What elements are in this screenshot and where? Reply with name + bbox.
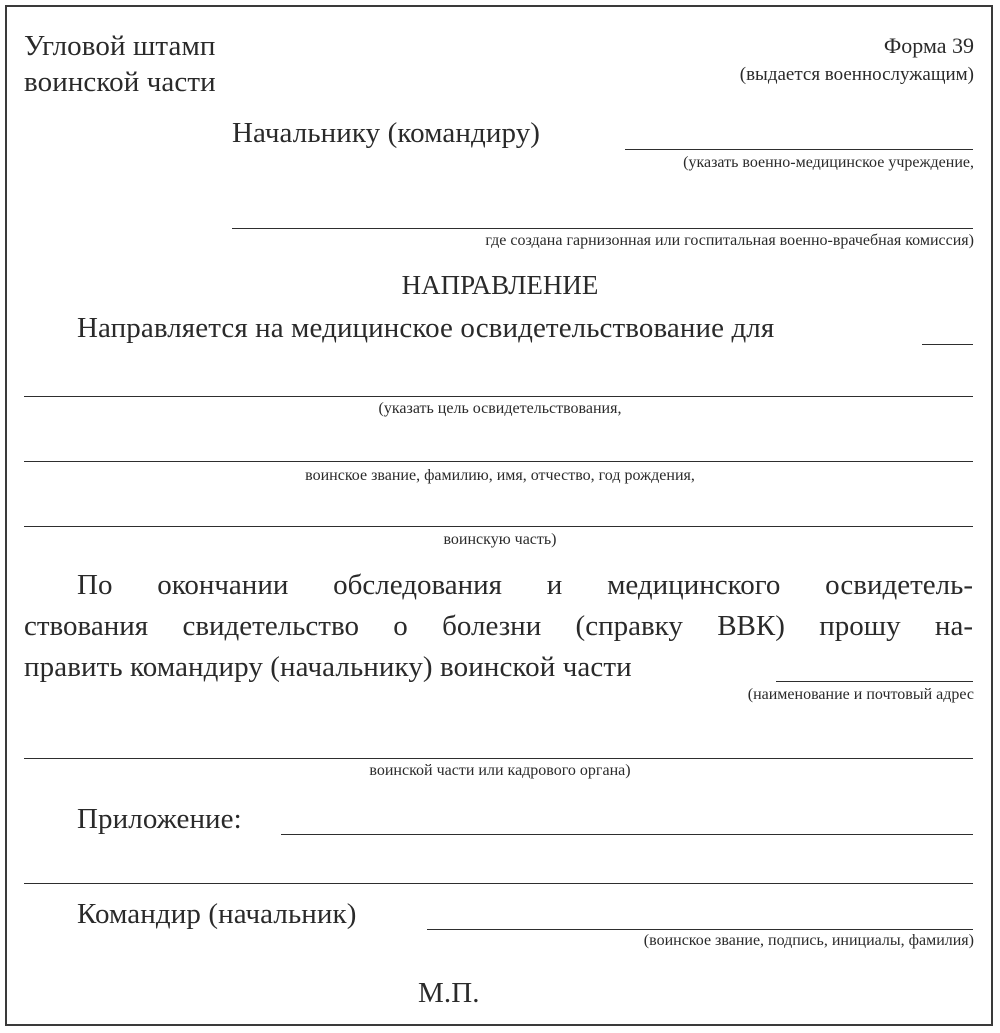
referral-hint1: (указать цель освидетельствования,	[378, 400, 622, 417]
request-hint2: воинской части или кадрового органа)	[369, 762, 631, 779]
stamp-place: М.П.	[418, 977, 480, 1009]
request-hint1: (наименование и почтовый адрес	[747, 686, 974, 703]
commander-label: Командир (начальник)	[77, 898, 357, 930]
corner-stamp-line2: воинской части	[24, 66, 216, 98]
referral-hint2: воинское звание, фамилию, имя, отчество, год рождения,	[305, 467, 695, 484]
attachment-field-line[interactable]	[281, 834, 973, 835]
referral-field-line2[interactable]	[24, 461, 973, 462]
request-line1: По окончании обследования и медицинского освидетель-	[77, 569, 973, 601]
attachment-field-line2[interactable]	[24, 883, 973, 884]
addressee-hint2: где создана гарнизонная или госпитальная военно-врачебная комиссия)	[485, 232, 974, 249]
addressee-field-line[interactable]	[625, 149, 973, 150]
addressee-field-line2[interactable]	[232, 228, 973, 229]
addressee-hint1: (указать военно-медицинское учреждение,	[683, 154, 974, 171]
commander-hint: (воинское звание, подпись, инициалы, фамилия)	[643, 932, 974, 949]
referral-field-line3[interactable]	[24, 526, 973, 527]
referral-hint3: воинскую часть)	[443, 531, 557, 548]
request-line2: ствования свидетельство о болезни (справку ВВК) прошу на-	[24, 610, 973, 642]
recipient-field-line2[interactable]	[24, 758, 973, 759]
commander-field-line[interactable]	[427, 929, 973, 930]
referral-text: Направляется на медицинское освидетельствование для	[77, 312, 775, 344]
document-title: НАПРАВЛЕНИЕ	[401, 270, 599, 300]
referral-field-line1[interactable]	[24, 396, 973, 397]
recipient-field-line[interactable]	[776, 681, 973, 682]
request-line3: править командиру (начальнику) воинской части	[24, 651, 632, 683]
addressee-label: Начальнику (командиру)	[232, 117, 541, 149]
form-number: Форма 39	[883, 33, 974, 58]
corner-stamp-line1: Угловой штамп	[24, 30, 216, 62]
referral-purpose-field-line[interactable]	[922, 344, 973, 345]
form-issued-to: (выдается военнослужащим)	[739, 64, 974, 85]
attachment-label: Приложение:	[77, 803, 242, 835]
